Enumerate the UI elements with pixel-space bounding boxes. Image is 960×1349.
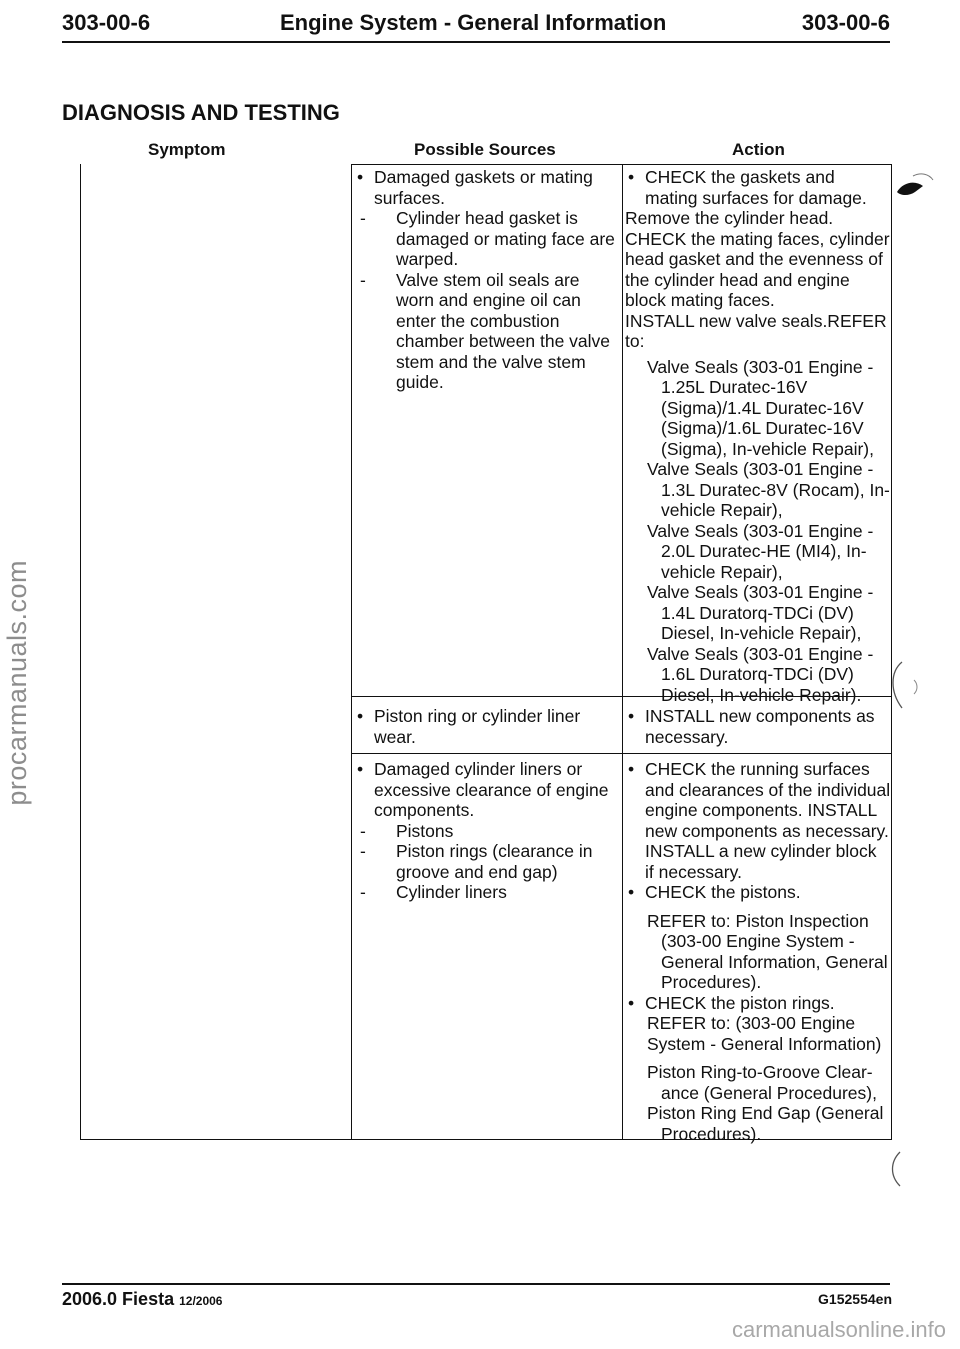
reference-text: Piston Ring-to-Groove Clear- <box>647 1062 873 1082</box>
row-divider-2 <box>351 753 892 754</box>
list-item-continuation: damaged or mating face are <box>396 228 615 249</box>
action-text: CHECK the mating faces, cylinder <box>625 228 890 249</box>
scan-bracket-icon <box>884 656 924 716</box>
reference-text: REFER to: (303-00 Engine <box>647 1013 856 1033</box>
reference-text: Diesel, In-vehicle Repair), <box>661 623 862 643</box>
column-header-sources: Possible Sources <box>414 140 556 159</box>
footer-model <box>62 1289 222 1310</box>
section-title: DIAGNOSIS AND TESTING <box>62 100 340 125</box>
action-text: the cylinder head and engine <box>625 269 850 290</box>
reference-text: 1.3L Duratec-8V (Rocam), In- <box>661 479 890 500</box>
list-item: • INSTALL new components as <box>623 706 875 727</box>
reference-text: (Sigma)/1.4L Duratec-16V <box>661 397 864 418</box>
list-item: • Damaged cylinder liners or <box>352 759 608 780</box>
action-text: head gasket and the evenness of <box>625 249 883 269</box>
list-item-continuation: and clearances of the individual <box>645 779 891 800</box>
reference-text: Piston Ring End Gap (General <box>647 1103 884 1123</box>
footer-rule <box>62 1283 890 1285</box>
scan-mark-icon <box>893 168 939 208</box>
reference-text: Diesel, In-vehicle Repair). <box>661 684 862 705</box>
list-item-continuation: warped. <box>396 249 459 269</box>
list-item-continuation: stem and the valve stem <box>396 351 586 372</box>
list-item-continuation: chamber between the valve <box>396 331 611 351</box>
bottom-watermark: carmanualsonline.info <box>731 1317 946 1342</box>
list-item-continuation: excessive clearance of engine <box>374 779 609 800</box>
page-header-title: Engine System - General Information <box>280 10 667 35</box>
reference-text: General Information, General <box>661 951 888 972</box>
reference-text: Valve Seals (303-01 Engine - <box>647 582 874 602</box>
reference-text: (303-00 Engine System - <box>661 931 855 951</box>
reference-text: 2.0L Duratec-HE (MI4), In- <box>661 541 867 561</box>
list-item-continuation: enter the combustion <box>396 310 560 331</box>
list-item: • Piston ring or cylinder liner <box>352 706 580 727</box>
list-item: - Cylinder liners <box>352 882 608 903</box>
list-item-continuation: mating surfaces for damage. <box>645 187 867 208</box>
list-item-continuation: guide. <box>396 372 444 392</box>
header-rule <box>62 41 890 43</box>
reference-text: 1.4L Duratorq-TDCi (DV) <box>661 602 854 623</box>
list-item-continuation: components. <box>374 800 475 820</box>
reference-text: 1.6L Duratorq-TDCi (DV) <box>661 664 854 684</box>
list-item-continuation: necessary. <box>645 726 729 747</box>
action-text: to: <box>625 331 645 351</box>
reference-text: vehicle Repair), <box>661 500 783 520</box>
page-number-left: 303-00-6 <box>62 10 151 35</box>
row2-sources-cell <box>352 706 580 747</box>
column-header-symptom: Symptom <box>148 140 226 159</box>
action-text: INSTALL new valve seals.REFER <box>625 310 887 331</box>
list-item-continuation: new components as necessary. <box>645 820 889 841</box>
table-top-rule <box>351 164 892 165</box>
reference-text: 1.25L Duratec-16V <box>661 377 808 397</box>
reference-text: (Sigma), In-vehicle Repair), <box>661 438 874 459</box>
action-text: Remove the cylinder head. <box>625 208 834 228</box>
list-item: • Damaged gaskets or mating <box>352 167 615 188</box>
list-item-continuation: groove and end gap) <box>396 861 558 882</box>
list-item: • CHECK the gaskets and <box>623 167 890 188</box>
reference-text: Procedures). <box>661 1123 762 1144</box>
list-item-continuation: engine components. INSTALL <box>645 800 878 820</box>
reference-text: Valve Seals (303-01 Engine - <box>647 643 874 664</box>
list-item-continuation: surfaces. <box>374 187 445 208</box>
list-item: • CHECK the pistons. <box>623 882 890 903</box>
list-item-continuation: if necessary. <box>645 861 742 882</box>
reference-text: Procedures). <box>661 972 762 992</box>
reference-text: Valve Seals (303-01 Engine - <box>647 356 874 377</box>
row3-sources-cell <box>352 759 608 903</box>
action-text: block mating faces. <box>625 290 775 310</box>
column-header-action: Action <box>732 140 785 159</box>
side-watermark: procarmanuals.com <box>2 560 32 806</box>
reference-text: System - General Information) <box>647 1033 882 1054</box>
row1-action-cell <box>623 167 890 705</box>
list-item: - Valve stem oil seals are <box>352 270 615 291</box>
footer-model-name: 2006.0 Fiesta <box>62 1289 175 1309</box>
list-item-continuation: wear. <box>374 726 416 747</box>
table-right-edge <box>891 164 892 1140</box>
list-item: • CHECK the piston rings. <box>623 993 890 1014</box>
reference-text: ance (General Procedures), <box>661 1082 877 1103</box>
list-item: - Pistons <box>352 821 608 842</box>
reference-text: (Sigma)/1.6L Duratec-16V <box>661 418 864 438</box>
reference-text: REFER to: Piston Inspection <box>647 910 869 931</box>
reference-text: Valve Seals (303-01 Engine - <box>647 520 874 541</box>
list-item: • CHECK the running surfaces <box>623 759 890 780</box>
row3-action-cell <box>623 759 890 1144</box>
page-number-right: 303-00-6 <box>801 10 890 35</box>
footer-date: 12/2006 <box>179 1294 223 1308</box>
footer-code: G152554en <box>818 1291 892 1307</box>
scan-bracket-icon <box>886 1146 926 1196</box>
row2-action-cell <box>623 706 875 747</box>
list-item: - Cylinder head gasket is <box>352 208 615 229</box>
list-item-continuation: INSTALL a new cylinder block <box>645 841 877 861</box>
list-item: - Piston rings (clearance in <box>352 841 608 862</box>
list-item-continuation: worn and engine oil can <box>396 290 581 310</box>
row1-sources-cell <box>352 167 615 393</box>
reference-text: Valve Seals (303-01 Engine - <box>647 459 874 479</box>
page-header <box>62 10 890 44</box>
reference-text: vehicle Repair), <box>661 561 783 582</box>
